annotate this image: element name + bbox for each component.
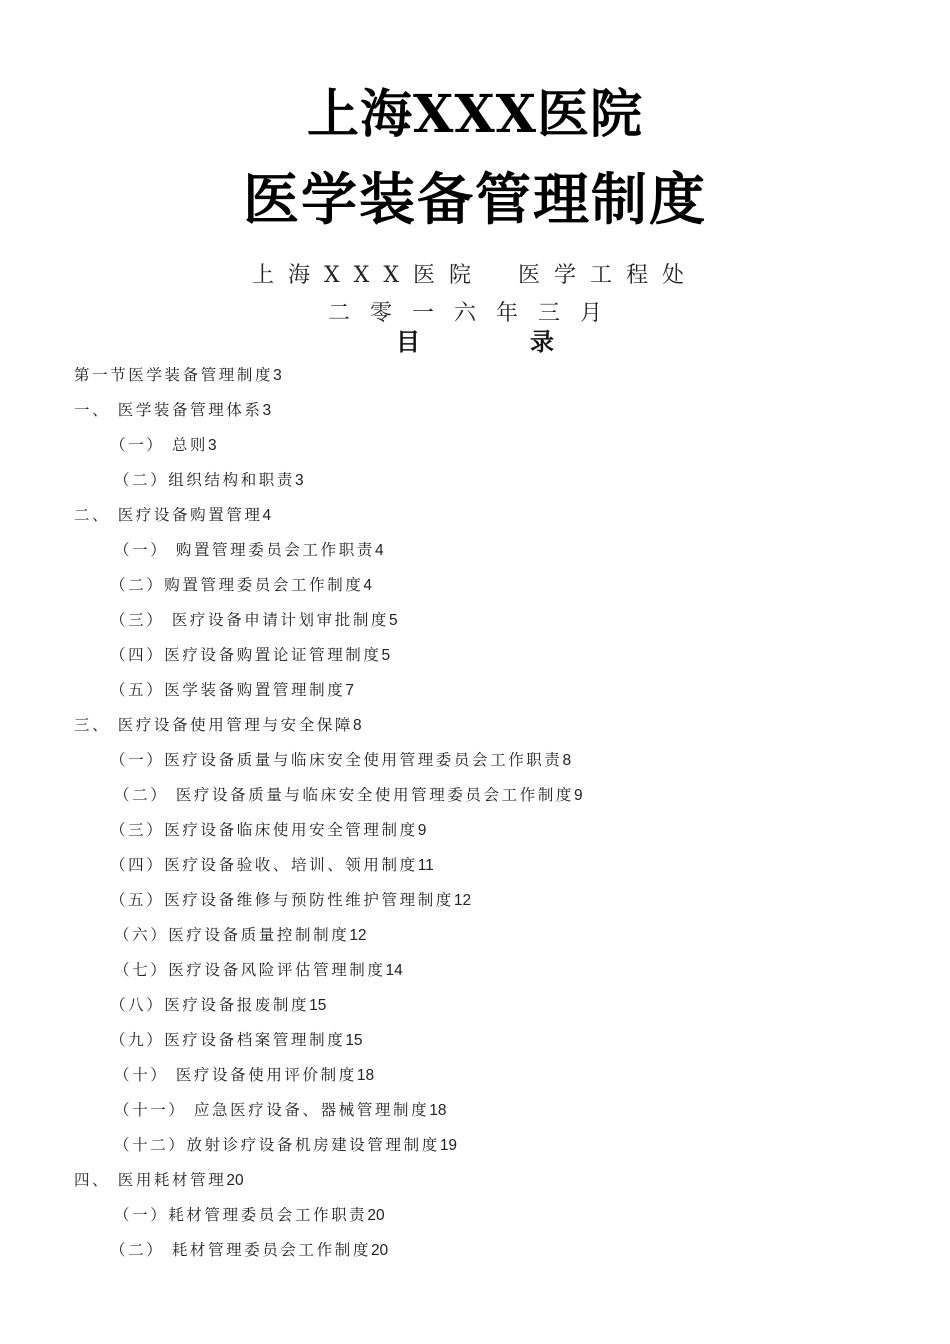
- toc-entry[interactable]: [74, 360, 282, 390]
- toc-entry[interactable]: [114, 1060, 374, 1090]
- department-hospital: 上海XXX医院: [252, 263, 485, 288]
- toc-entry-label: （二） 医疗设备质量与临床安全使用管理委员会工作制度: [114, 786, 575, 804]
- toc-entry-page: 15: [309, 997, 327, 1014]
- toc-entry-page: 12: [453, 892, 472, 909]
- toc-entry-page: 8: [353, 717, 362, 734]
- toc-entry-page: 3: [273, 367, 282, 384]
- toc-entry[interactable]: [110, 1025, 363, 1055]
- toc-entry-page: 8: [562, 752, 572, 769]
- toc-heading-char-1: 目: [396, 328, 420, 356]
- toc-entry-label: 四、 医用耗材管理: [74, 1171, 227, 1189]
- toc-entry-page: 5: [381, 647, 391, 664]
- toc-entry-label: （三） 医疗设备申请计划审批制度: [110, 611, 390, 629]
- toc-entry[interactable]: [74, 395, 271, 425]
- toc-entry-label: （四）医疗设备购置论证管理制度: [110, 646, 382, 664]
- toc-entry-page: 3: [262, 402, 272, 419]
- toc-entry-page: 18: [356, 1067, 375, 1084]
- document-date: 二零一六年三月: [327, 301, 622, 326]
- toc-entry-page: 9: [417, 822, 427, 839]
- toc-entry-page: 3: [208, 437, 217, 454]
- toc-entry[interactable]: [110, 605, 398, 635]
- toc-entry[interactable]: [110, 675, 354, 705]
- toc-entry[interactable]: [114, 1095, 446, 1125]
- toc-entry-label: 三、 医疗设备使用管理与安全保障: [74, 716, 354, 734]
- toc-heading: [0, 322, 950, 357]
- toc-entry-label: 一、 医学装备管理体系: [74, 401, 263, 419]
- toc-entry-page: 7: [345, 682, 354, 699]
- toc-entry-page: 19: [439, 1137, 458, 1154]
- toc-entry-label: （十一） 应急医疗设备、器械管理制度: [114, 1101, 430, 1119]
- regulation-title: 医学装备管理制度: [243, 167, 707, 233]
- toc-entry-label: （一）耗材管理委员会工作职责: [114, 1206, 368, 1224]
- toc-entry[interactable]: [114, 955, 403, 985]
- toc-entry[interactable]: [114, 465, 304, 495]
- toc-entry[interactable]: [74, 1165, 244, 1195]
- toc-entry-label: （四）医疗设备验收、培训、领用制度: [110, 856, 418, 874]
- toc-entry-page: 15: [345, 1032, 363, 1049]
- toc-entry[interactable]: [74, 710, 362, 740]
- toc-entry-page: 18: [429, 1102, 447, 1119]
- toc-entry-page: 14: [385, 962, 403, 979]
- toc-entry-label: （三）医疗设备临床使用安全管理制度: [110, 821, 418, 839]
- toc-entry-label: （二）组织结构和职责: [114, 471, 296, 489]
- toc-entry-label: 第一节医学装备管理制度: [74, 366, 274, 384]
- department-line: [0, 258, 950, 289]
- toc-entry[interactable]: [110, 850, 434, 880]
- toc-entry[interactable]: [74, 500, 271, 530]
- toc-entry-page: 4: [262, 507, 272, 524]
- toc-entry-page: 20: [367, 1207, 385, 1224]
- toc-entry-page: 4: [374, 542, 384, 559]
- toc-entry[interactable]: [114, 780, 583, 810]
- toc-entry-page: 9: [574, 787, 583, 804]
- toc-entry-label: （九）医疗设备档案管理制度: [110, 1031, 346, 1049]
- toc-entry[interactable]: [110, 430, 217, 460]
- toc-entry[interactable]: [110, 640, 390, 670]
- toc-entry-label: 二、 医疗设备购置管理: [74, 506, 263, 524]
- toc-entry-page: 11: [417, 857, 434, 874]
- hospital-title: 上海XXX医院: [306, 84, 644, 145]
- toc-entry-label: （二）购置管理委员会工作制度: [110, 576, 364, 594]
- toc-entry-page: 3: [295, 472, 304, 489]
- toc-entry-label: （一） 购置管理委员会工作职责: [114, 541, 375, 559]
- toc-entry[interactable]: [114, 920, 367, 950]
- toc-entry[interactable]: [110, 1235, 388, 1265]
- toc-entry-label: （五）医学装备购置管理制度: [110, 681, 346, 699]
- toc-entry[interactable]: [110, 815, 426, 845]
- toc-entry[interactable]: [110, 990, 326, 1020]
- toc-entry[interactable]: [110, 885, 471, 915]
- department-office: 医学工程处: [517, 263, 698, 288]
- toc-entry-label: （七）医疗设备风险评估管理制度: [114, 961, 386, 979]
- toc-entry-label: （一） 总则: [110, 436, 209, 454]
- toc-entry-label: （十） 医疗设备使用评价制度: [114, 1066, 357, 1084]
- toc-entry[interactable]: [110, 570, 372, 600]
- toc-entry-page: 20: [226, 1172, 244, 1189]
- toc-entry-label: （十二）放射诊疗设备机房建设管理制度: [114, 1136, 440, 1154]
- toc-entry-label: （二） 耗材管理委员会工作制度: [110, 1241, 371, 1259]
- toc-entry-label: （八）医疗设备报废制度: [110, 996, 310, 1014]
- toc-entry-label: （六）医疗设备质量控制制度: [114, 926, 350, 944]
- toc-entry-page: 4: [363, 577, 373, 594]
- toc-entry[interactable]: [114, 535, 384, 565]
- toc-entry-page: 5: [389, 612, 398, 629]
- toc-entry[interactable]: [110, 745, 571, 775]
- toc-entry-label: （五）医疗设备维修与预防性维护管理制度: [110, 891, 454, 909]
- toc-entry-label: （一）医疗设备质量与临床安全使用管理委员会工作职责: [110, 751, 563, 769]
- toc-entry-page: 20: [370, 1242, 389, 1259]
- toc-heading-char-2: 录: [530, 328, 554, 356]
- toc-entry[interactable]: [114, 1130, 457, 1160]
- toc-entry-page: 12: [349, 927, 367, 944]
- toc-entry[interactable]: [114, 1200, 385, 1230]
